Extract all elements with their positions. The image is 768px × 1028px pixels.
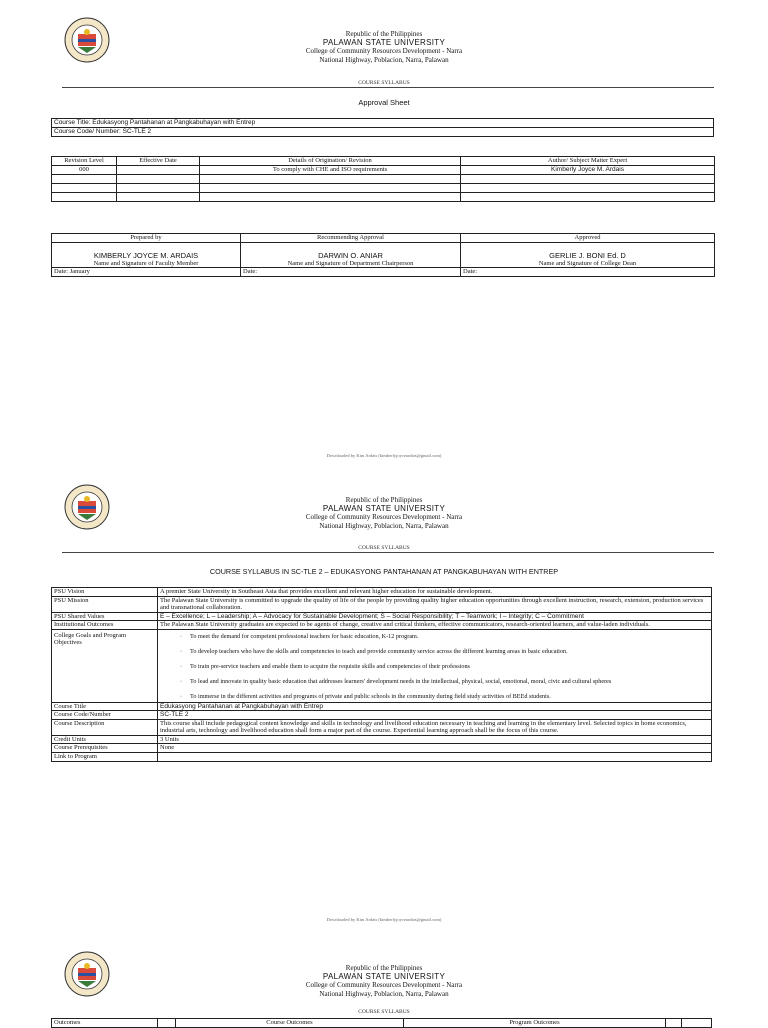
header-block	[0, 964, 768, 998]
table-row	[52, 165, 715, 174]
row-label: College Goals and Program Objectives	[52, 629, 158, 702]
course-syllabus-label: COURSE SYLLABUS	[358, 545, 410, 551]
sig-header: Approved	[461, 234, 715, 243]
row-label: PSU Vision	[52, 588, 158, 597]
course-code-cell: Course Code/ Number: SC-TLE 2	[52, 128, 714, 137]
university-name: PALAWAN STATE UNIVERSITY	[322, 503, 446, 513]
page-2	[0, 470, 768, 950]
table-row	[52, 752, 712, 761]
revision-table	[51, 156, 715, 202]
row-label: Course Description	[52, 719, 158, 735]
outcomes-header	[158, 1019, 176, 1028]
rev-cell: Kimberly Joyce M. Ardais	[461, 165, 715, 174]
table-row	[52, 744, 712, 753]
row-label: Institutional Outcomes	[52, 621, 158, 630]
table-row	[52, 711, 712, 720]
row-value: The Palawan State University graduates are expected to be agents of change, creative and critical thinkers, effective communicators, research-oriented learners, and value-laden individuals.	[158, 621, 712, 630]
course-outcomes-header: Course Outcomes	[176, 1019, 404, 1028]
course-title-cell: Course Title: Edukasyong Pantahanan at Pangkabuhayan with Entrep	[52, 119, 714, 128]
signatory-table	[51, 233, 715, 277]
date-cell: Date: January	[52, 268, 241, 277]
rev-cell: To comply with CHE and ISO requirements	[200, 165, 461, 174]
table-row	[52, 612, 712, 621]
header-rule	[62, 87, 714, 88]
row-value: This course shall include pedagogical content knowledge and skills in technology and livelihood education necessary in teaching and learning in the elementary level. Selected topics in home economics, industrial arts, technology and livelihood education shall form a major part of the course. Experiential learning approach shall be the focus of this course.	[158, 719, 712, 735]
college-name: College of Community Resources Development - Narra	[305, 513, 463, 521]
table-row	[52, 629, 712, 702]
row-label: Course Title	[52, 702, 158, 711]
address-line: National Highway, Poblacion, Narra, Palawan	[319, 55, 449, 64]
list-item: · To meet the demand for competent professional teachers for basic education, K-12 program.	[190, 633, 709, 640]
table-row	[52, 174, 715, 183]
course-syllabus-label: COURSE SYLLABUS	[358, 80, 410, 86]
row-value: None	[158, 744, 712, 753]
recommending-role: Name and Signature of Department Chairperson	[287, 259, 414, 267]
page-1	[0, 0, 768, 470]
address-line: National Highway, Poblacion, Narra, Palawan	[319, 521, 449, 530]
approved-name: GERLIE J. BONI Ed. D	[549, 251, 626, 260]
course-syllabus-label: COURSE SYLLABUS	[358, 1009, 410, 1015]
table-row	[52, 621, 712, 630]
list-item: · To train pre-service teachers and enable them to acquire the requisite skills and competencies of their professions	[190, 663, 709, 670]
date-cell: Date:	[241, 268, 461, 277]
date-cell: Date:	[461, 268, 715, 277]
list-item: · To develop teachers who have the skills and competencies to teach and provide community service across the different learning areas in basic education.	[190, 648, 709, 655]
syllabus-title: COURSE SYLLABUS IN SC-TLE 2 – EDUKASYONG PANTAHANAN AT PANGKABUHAYAN WITH ENTREP	[209, 567, 559, 576]
sig-block	[241, 243, 461, 268]
rev-header: Effective Date	[117, 157, 200, 166]
row-label: PSU Shared Values	[52, 612, 158, 621]
syllabus-table	[51, 587, 712, 762]
university-name: PALAWAN STATE UNIVERSITY	[322, 971, 446, 981]
row-value: 3 Units	[158, 735, 712, 744]
prepared-by-name: KIMBERLY JOYCE M. ARDAIS	[93, 251, 199, 260]
table-row	[52, 702, 712, 711]
recommending-name: DARWIN O. ANIAR	[318, 251, 383, 260]
sig-block	[52, 243, 241, 268]
sig-header: Prepared by	[52, 234, 241, 243]
header-block	[0, 496, 768, 530]
course-info-table	[51, 118, 714, 137]
objectives-list	[160, 633, 709, 700]
table-row	[52, 588, 712, 597]
outcomes-table-partial	[51, 1018, 712, 1028]
table-row	[52, 596, 712, 612]
download-note: Downloaded by Kim Ardais (kimberlyjoyceardais@gmail.com)	[326, 917, 442, 922]
rev-cell: 000	[52, 165, 117, 174]
approved-role: Name and Signature of College Dean	[538, 259, 637, 267]
page-3	[0, 945, 768, 1024]
college-name: College of Community Resources Development - Narra	[305, 47, 463, 55]
table-row	[52, 183, 715, 192]
row-value: E – Excellence; L – Leadership; A – Advocacy for Sustainable Development; S – Social Responsibility; T – Teamwork; I – Integrity; C – Commitment	[158, 612, 712, 621]
republic-line: Republic of the Philippines	[345, 496, 423, 504]
header-block	[0, 30, 768, 64]
address-line: National Highway, Poblacion, Narra, Palawan	[319, 989, 449, 998]
row-value: The Palawan State University is committed to upgrade the quality of life of the people by providing quality higher education opportunities through excellent instruction, research, extension, production services and transnational collaboration.	[158, 596, 712, 612]
row-value: A premier State University in Southeast Asia that provides excellent and relevant higher education for sustainable development.	[158, 588, 712, 597]
rev-header: Author/ Subject Matter Expert	[461, 157, 715, 166]
program-outcomes-header: Program Outcomes	[404, 1019, 666, 1028]
table-row	[52, 719, 712, 735]
college-name: College of Community Resources Development - Narra	[305, 981, 463, 989]
outcomes-header: Outcomes	[52, 1019, 158, 1028]
download-note: Downloaded by Kim Ardais (kimberlyjoyceardais@gmail.com)	[326, 453, 442, 458]
rev-header: Details of Origination/ Revision	[200, 157, 461, 166]
list-item: · To immerse in the different activities and programs of private and public schools in the community during field study activities of BEEd students.	[190, 693, 709, 700]
row-label: Link to Program	[52, 752, 158, 761]
list-item: · To lead and innovate in quality basic education that addresses learners' development needs in the intellectual, physical, social, emotional, moral, civic and cultural spheres	[190, 678, 709, 685]
sig-block	[461, 243, 715, 268]
row-label: Course Prerequisites	[52, 744, 158, 753]
rev-cell	[117, 165, 200, 174]
approval-title: Approval Sheet	[358, 98, 410, 107]
table-row	[52, 735, 712, 744]
rev-header: Revision Level	[52, 157, 117, 166]
row-label: Credit Units	[52, 735, 158, 744]
university-name: PALAWAN STATE UNIVERSITY	[322, 37, 446, 47]
row-value	[158, 752, 712, 761]
outcomes-header	[682, 1019, 712, 1028]
sig-header: Recommending Approval	[241, 234, 461, 243]
outcomes-header	[666, 1019, 682, 1028]
republic-line: Republic of the Philippines	[345, 964, 423, 972]
row-value: Edukasyong Pantahanan at Pangkabuhayan with Entrep	[158, 702, 712, 711]
table-row	[52, 192, 715, 201]
row-value: SC-TLE 2	[158, 711, 712, 720]
row-label: Course Code/Number	[52, 711, 158, 720]
republic-line: Republic of the Philippines	[345, 30, 423, 38]
goals-list-cell	[158, 629, 712, 702]
prepared-by-role: Name and Signature of Faculty Member	[93, 259, 199, 267]
row-label: PSU Mission	[52, 596, 158, 612]
header-rule	[62, 552, 714, 553]
